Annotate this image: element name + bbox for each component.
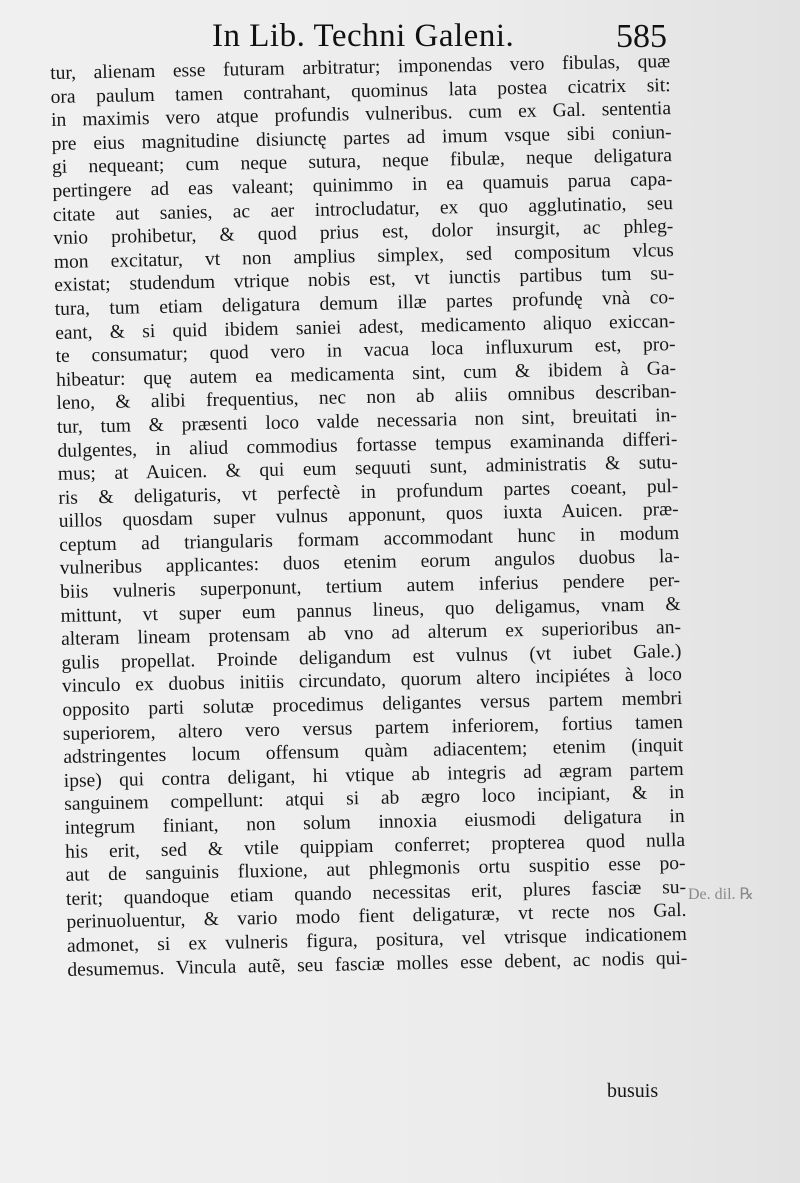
text-line: alteram lineam protensam ab vno ad alterum ex superioribus an- — [60, 617, 682, 651]
bleed-through-marginal-note: De. dil. ℞ — [688, 886, 754, 903]
text-line: te consumatur; quod vero in vacua loca influxurum est, pro- — [55, 334, 676, 368]
text-line: vulneribus applicantes: duos etenim eorum angulos duobus la- — [59, 546, 680, 580]
text-line: opposito parti solutæ procedimus deligantes versus partem membri — [62, 688, 683, 721]
text-line: ipse) qui contra deligant, hi vtique ab integris ad ægram partem — [63, 758, 684, 792]
text-line: perinuoluentur, & vario modo fient deligaturæ, vt recte nos Gal. — [66, 900, 687, 934]
text-line: pre eius magnitudine disiunctę partes ad imum vsque sibi coniun- — [51, 121, 672, 155]
text-line: vinculo ex duobus initiis circundato, quorum altero incipiétes à loco — [61, 664, 683, 698]
text-line: mon excitatur, vt non amplius simplex, sed compositum vlcus — [53, 239, 674, 273]
text-line: existat; studendum vtrique nobis est, vt iunctis partibus tum su- — [54, 263, 675, 297]
text-line: pertingere ad eas valeant; quinimmo in ea quamuis parua capa- — [52, 169, 673, 202]
text-line: uillos quosdam super vulnus apponunt, quos iuxta Auicen. præ- — [58, 499, 679, 533]
text-line: tur, alienam esse futuram arbitratur; imponendas vero fibulas, quæ — [50, 51, 671, 84]
text-line: gulis propellat. Proinde deligandum est vulnus (vt iubet Gale.) — [61, 640, 682, 674]
text-line: admonet, si ex vulneris figura, positura, vel vtrisque indicationem — [66, 923, 688, 957]
text-line: terit; quandoque etiam quando necessitas erit, plures fasciæ su- — [65, 876, 687, 910]
text-line: tura, tum etiam deligatura demum illæ partes profundę vnà co- — [54, 286, 675, 320]
text-line: gi nequeant; cum neque sutura, neque fibulæ, neque deligatura — [51, 145, 673, 179]
text-line: eant, & si quid ibidem saniei adest, medicamento aliquo exiccan- — [55, 310, 676, 344]
running-head: In Lib. Techni Galeni. — [212, 18, 515, 54]
text-line: desumemus. Vincula autẽ, seu fasciæ molles esse debent, ac nodis qui- — [67, 947, 688, 981]
text-line: biis vulneris superponunt, tertium autem inferius pendere per- — [59, 570, 681, 603]
text-line: hibeatur: quę autem ea medicamenta sint, cum & ibidem à Ga- — [55, 357, 677, 391]
text-line: mittunt, vt super eum pannus lineus, quo deligamus, vnam & — [60, 593, 681, 627]
text-line: adstringentes locum offensum quàm adiacentem; etenim (inquit — [63, 735, 684, 769]
text-line: vnio prohibetur, & quod prius est, dolor insurgit, ac phleg- — [53, 216, 674, 250]
text-line: citate aut sanies, ac aer introcludatur, ex quo agglutinatio, seu — [52, 192, 674, 226]
text-line: in maximis vero atque profundis vulneribus. cum ex Gal. sententia — [50, 98, 672, 132]
text-line: aut de sanguinis fluxione, aut phlegmonis ortu suspitio esse po- — [65, 853, 686, 887]
body-text — [50, 50, 688, 982]
text-line: mus; at Auicen. & qui eum sequuti sunt, administratis & sutu- — [57, 452, 679, 486]
catchword: busuis — [607, 1080, 659, 1102]
text-line: sanguinem compellunt: atqui si ab ægro loco incipiant, & in — [64, 782, 685, 816]
text-line: ora paulum tamen contrahant, quominus lata postea cicatrix sit: — [50, 74, 671, 108]
text-line: leno, & alibi frequentius, nec non ab aliis omnibus describan- — [56, 381, 677, 415]
text-line: integrum finiant, non solum innoxia eiusmodi deligatura in — [64, 805, 685, 839]
text-line: ris & deligaturis, vt perfectè in profundum partes coeant, pul- — [58, 475, 679, 509]
text-line: tur, tum & præsenti loco valde necessaria non sint, breuitati in- — [56, 404, 678, 438]
page-number: 585 — [616, 18, 667, 55]
text-line: ceptum ad triangularis formam accommodant hunc in modum — [59, 522, 680, 556]
text-line: his erit, sed & vtile quippiam conferret; propterea quod nulla — [64, 829, 686, 863]
text-line: superiorem, altero vero versus partem inferiorem, fortius tamen — [62, 711, 683, 745]
text-line: dulgentes, in aliud commodius fortasse tempus examinanda differi- — [57, 428, 678, 462]
